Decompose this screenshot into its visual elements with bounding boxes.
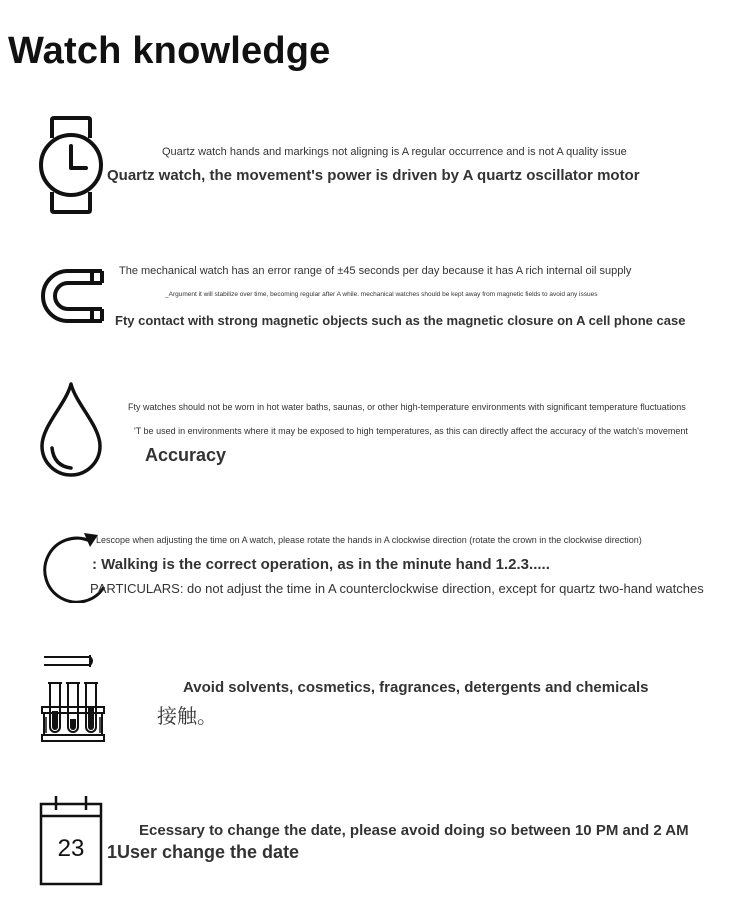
calendar-icon bbox=[38, 794, 104, 888]
section-5-line-2: 接触。 bbox=[157, 704, 217, 728]
section-6-line-2: 1User change the date bbox=[107, 842, 300, 862]
section-4-line-2: : Walking is the correct operation, as in the minute hand 1.2.3..... bbox=[92, 556, 550, 573]
section-1-line-2: Quartz watch, the movement's power is driven by A quartz oscillator motor bbox=[107, 167, 640, 184]
section-4-line-1: Lescope when adjusting the time on A watch, please rotate the hands in A clockwise direction (rotate the crown in the clockwise direction) bbox=[96, 535, 642, 545]
section-4-line-3: PARTICULARS: do not adjust the time in A counterclockwise direction, except for quartz two-hand watches bbox=[90, 581, 704, 596]
section-3-line-2: 'T be used in environments where it may be exposed to high temperatures, as this can directly affect the accuracy of the watch's movement bbox=[134, 426, 688, 436]
section-3-line-1: Fty watches should not be worn in hot water baths, saunas, or other high-temperature environments with significant temperature fluctuations bbox=[128, 402, 686, 412]
section-6-line-1: Ecessary to change the date, please avoid doing so between 10 PM and 2 AM bbox=[139, 822, 689, 839]
section-2-line-3: Fty contact with strong magnetic objects such as the magnetic closure on A cell phone case bbox=[115, 313, 686, 328]
section-3-line-3: Accuracy bbox=[145, 445, 227, 465]
section-1-line-1: Quartz watch hands and markings not aligning is A regular occurrence and is not A quality issue bbox=[162, 146, 627, 158]
section-5-line-1: Avoid solvents, cosmetics, fragrances, detergents and chemicals bbox=[183, 679, 649, 696]
section-2-line-2: _Argument it will stabilize over time, becoming regular after A while. mechanical watches should be kept away from magnetic fields to avoid any issues bbox=[165, 291, 598, 298]
watch-icon bbox=[38, 116, 104, 214]
test-tubes-icon bbox=[40, 651, 108, 745]
water-drop-icon bbox=[38, 380, 104, 480]
calendar-day: 23 bbox=[57, 835, 85, 862]
section-2-line-1: The mechanical watch has an error range of ±45 seconds per day because it has A rich internal oil supply bbox=[119, 265, 632, 277]
magnet-icon bbox=[40, 268, 106, 324]
page-title: Watch knowledge bbox=[8, 30, 331, 72]
